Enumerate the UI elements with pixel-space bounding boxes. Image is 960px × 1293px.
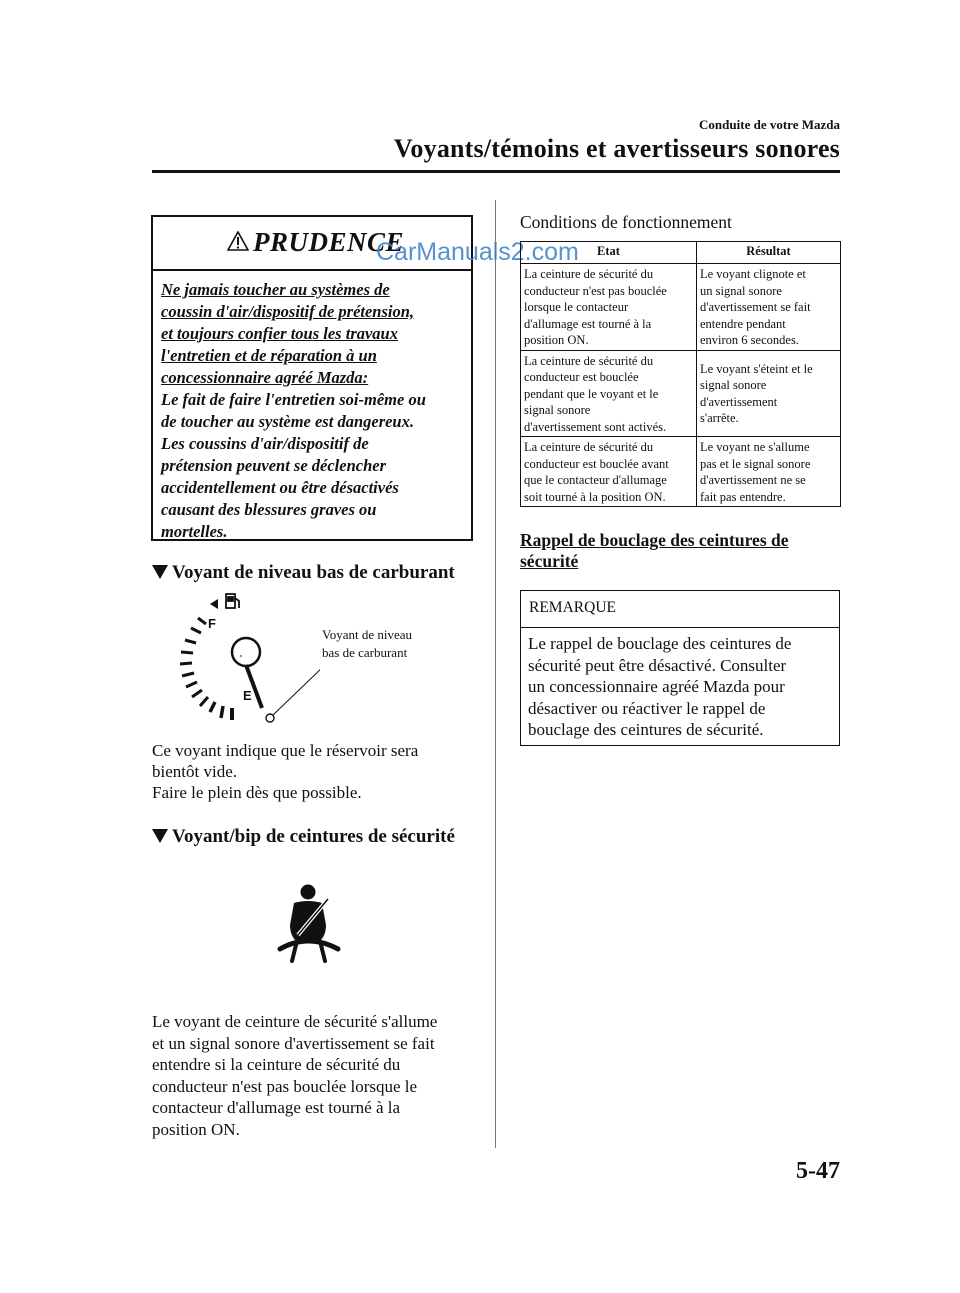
watermark: CarManuals2.com xyxy=(376,238,579,266)
table-cell-result: Le voyant s'éteint et le signal sonore d'avertissement s'arrête. xyxy=(697,350,841,437)
chapter-title: Conduite de votre Mazda xyxy=(699,117,840,132)
gauge-tick xyxy=(180,663,192,664)
gauge-tick xyxy=(191,628,201,633)
warning-triangle-icon xyxy=(227,231,249,251)
gauge-tick xyxy=(198,618,206,624)
table-cell-state: La ceinture de sécurité du conducteur est bouclée avant que le contacteur d'allumage soit tourné à la position ON. xyxy=(521,437,697,507)
rappel-heading-text: Rappel de bouclage des ceintures de xyxy=(520,530,789,550)
page-title: Voyants/témoins et avertisseurs sonores xyxy=(393,134,840,163)
note-line: bouclage des ceintures de sécurité. xyxy=(528,720,764,739)
belt-text: entendre si la ceinture de sécurité du xyxy=(152,1055,401,1074)
fuel-text: Faire le plein dès que possible. xyxy=(152,783,362,802)
callout-text: Voyant de niveau xyxy=(322,627,413,642)
table-cell-state: La ceinture de sécurité du conducteur n'est pas bouclée lorsque le contacteur d'allumage est tourné à la position ON. xyxy=(521,264,697,351)
gauge-tick xyxy=(185,640,196,643)
section-marker-icon xyxy=(152,829,168,843)
conditions-title: Conditions de fonctionnement xyxy=(520,212,732,232)
belt-paragraph xyxy=(152,1011,437,1140)
fuel-paragraph xyxy=(152,740,418,803)
fuel-pump-icon xyxy=(210,594,239,609)
note-line: Le rappel de bouclage des ceintures de xyxy=(528,634,792,653)
belt-text: Le voyant de ceinture de sécurité s'allume xyxy=(152,1012,438,1031)
caution-line: concessionnaire agréé Mazda: xyxy=(161,368,369,387)
belt-text: position ON. xyxy=(152,1119,240,1139)
gauge-empty-label: E xyxy=(243,688,252,703)
column-divider xyxy=(495,200,496,1148)
page-number: 5-47 xyxy=(796,1158,840,1184)
table-cell-result: Le voyant clignote et un signal sonore d'avertissement se fait entendre pendant environ 6 secondes. xyxy=(697,264,841,351)
gauge-tick xyxy=(186,682,197,687)
gauge-tick xyxy=(192,690,202,697)
callout-line xyxy=(273,664,320,715)
note-label: REMARQUE xyxy=(529,599,616,616)
rappel-heading-text: sécurité xyxy=(520,551,579,571)
gauge-full-label: F xyxy=(208,616,216,631)
fuel-heading-text: Voyant de niveau bas de carburant xyxy=(172,562,455,583)
gauge-tick xyxy=(181,652,193,653)
gauge-tick xyxy=(221,706,223,718)
note-text xyxy=(528,633,834,741)
caution-line: de toucher au système est dangereux. xyxy=(161,412,414,431)
column-header-state: Etat xyxy=(521,242,697,264)
gauge-tick xyxy=(182,673,194,676)
callout-text: bas de carburant xyxy=(322,645,408,660)
fuel-gauge-illustration xyxy=(170,590,320,725)
table-cell-state: La ceinture de sécurité du conducteur est bouclée pendant que le voyant et le signal sonore d'avertissement sont activés. xyxy=(521,350,697,437)
warning-lamp-marker xyxy=(266,714,274,722)
table-header-row xyxy=(521,242,841,264)
fuel-text: Ce voyant indique que le réservoir sera xyxy=(152,741,419,760)
caution-line: Ne jamais toucher au systèmes de xyxy=(161,280,390,299)
table-row xyxy=(521,437,841,507)
conditions-table xyxy=(520,241,841,507)
column-header-result: Résultat xyxy=(697,242,841,264)
fuel-heading xyxy=(152,562,455,584)
seatbelt-warning-icon xyxy=(272,883,347,963)
rappel-heading xyxy=(520,530,830,572)
caution-label: PRUDENCE xyxy=(253,227,405,257)
section-marker-icon xyxy=(152,565,168,579)
note-box xyxy=(520,590,840,746)
caution-line: et toujours confier tous les travaux xyxy=(161,324,398,343)
gauge-tick xyxy=(210,702,215,712)
note-header xyxy=(521,591,839,628)
header-rule xyxy=(152,170,840,173)
note-line: désactiver ou réactiver le rappel de xyxy=(528,698,766,718)
note-line: un concessionnaire agréé Mazda pour xyxy=(528,677,785,696)
table-row xyxy=(521,264,841,351)
caution-line: prétension peuvent se déclencher xyxy=(161,456,387,475)
caution-line: coussin d'air/dispositif de prétension, xyxy=(161,302,415,321)
caution-text xyxy=(161,279,466,543)
belt-heading xyxy=(152,826,455,848)
caution-line: Le fait de faire l'entretien soi-même ou xyxy=(161,390,426,409)
belt-heading-text: Voyant/bip de ceintures de sécurité xyxy=(172,826,455,847)
table-row xyxy=(521,350,841,437)
caution-line: Les coussins d'air/dispositif de xyxy=(161,434,369,453)
table-cell-result: Le voyant ne s'allume pas et le signal sonore d'avertissement ne se fait pas entendre. xyxy=(697,437,841,507)
belt-text: conducteur n'est pas bouclée lorsque le xyxy=(152,1076,418,1096)
caution-line: l'entretien et de réparation à un xyxy=(161,346,377,365)
fuel-callout-label xyxy=(322,626,412,662)
caution-line: mortelles. xyxy=(161,522,228,541)
caution-line: causant des blessures graves ou xyxy=(161,500,377,519)
gauge-tick xyxy=(200,697,208,706)
belt-text: et un signal sonore d'avertissement se fait xyxy=(152,1033,435,1053)
note-line: sécurité peut être désactivé. Consulter xyxy=(528,655,787,675)
belt-text: contacteur d'allumage est tourné à la xyxy=(152,1098,401,1117)
fuel-text: bientôt vide. xyxy=(152,762,237,781)
caution-line: accidentellement ou être désactivés xyxy=(161,478,399,497)
